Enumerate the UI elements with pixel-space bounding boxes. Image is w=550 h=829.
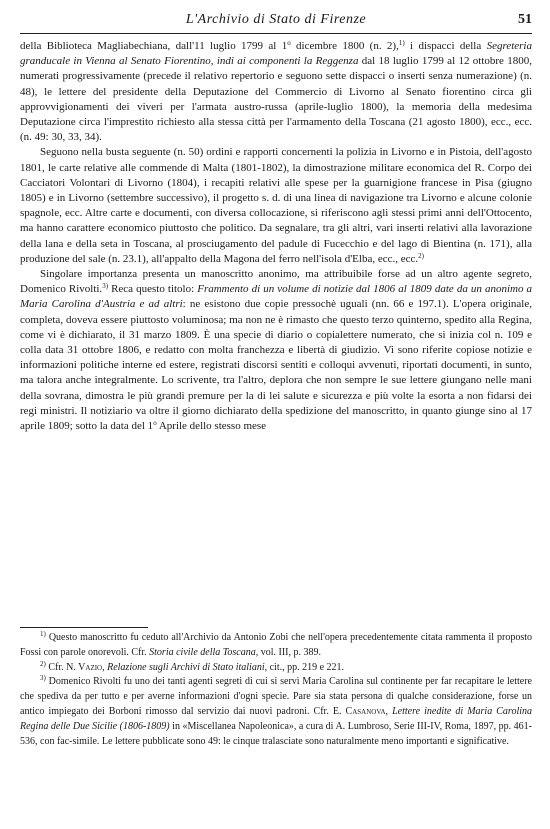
ordinal-sup: o xyxy=(153,419,157,428)
text-run: Cfr. xyxy=(45,661,67,673)
footnote-rule xyxy=(20,627,148,628)
text-run: dal 18 luglio 1799 al 12 ottobre 1800, numerati progressivamente (precede il relativo repertorio e seguono sette dispacci o inserti senza numerazione) (n. 48), le lettere del presidente della Deputazione del Commercio di Livorno al Senato fiorentino circa gli approvvigionamenti dei viveri per l'armata austro-russa (aprile-luglio 1800), la memoria della medesima Deputazione circa l'imprestito richiesto alla stessa città per l'armamento della Toscana (21 agosto 1800), ecc., ecc. (n. 49: 30, 33, 34). xyxy=(20,55,533,144)
text-run: in «Miscellanea Napoleonica», a cura di A. Lumbroso, Serie III-IV, Roma, 1897, pp. 461-536, con fac-simile. Le lettere pubblicate sono 49: le cinque tralasciate sono naturalmente meno importanti e significative. xyxy=(20,720,532,747)
text-run: Questo manoscritto fu ceduto all'Archivio da Antonio Zobi che nell'opera precedentemente citata rammenta il proposto Fossi con parole onorevoli. Cfr. xyxy=(20,632,532,658)
footnotes xyxy=(20,631,532,749)
italic-title: Lettere inedite di Maria Carolina Regina delle Due Sicilie (1806-1809) xyxy=(20,705,532,732)
text-run: Seguono nella busta seguente (n. 50) ordini e rapporti concernenti la polizia in Livorno e in Pistoia, dell'agosto 1801, le carte relative alle commende di Malta (1801-1802), la dimostrazione militare economica del R. Corpo dei Cacciatori Volontari di Livorno (1804), i recapiti relativi alle spese per la guarnigione francese in Pisa (giugno 1805) e in Livorno (settembre successivo), il progetto s. d. di una linea di navigazione tra Livorno e alcune colonie spagnole, ecc. Altre carte e documenti, con diversa collocazione, si riferiscono agli stessi primi anni dell'Ottocento, ma hanno carattere economico piuttosto che politico. Da segnalare, tra gli altri, vari inserti relativi alla lavorazione della lana e della seta in Toscana, al prosciugamento del padule di Fucecchio e del lago di Bientina (n. 171), alla produzione del sale (n. 23.1), all'appalto della Magona del ferro nell'isola d'Elba, ecc., ecc. xyxy=(20,146,532,265)
page-number: 51 xyxy=(518,12,532,27)
paragraph-3 xyxy=(20,267,532,434)
page-header xyxy=(20,12,532,32)
paragraph-2 xyxy=(20,145,532,267)
text-run: Singolare importanza presenta un manoscritto anonimo, ma attribuibile forse ad un altro agente segreto, Domenico Rivolti. xyxy=(20,268,532,296)
footnote-marker: 2) xyxy=(40,659,46,668)
text-run: i dispacci della xyxy=(404,40,487,52)
text-run: , vol. III, p. 389. xyxy=(255,646,322,658)
text-run: , cit., pp. 219 e 221. xyxy=(264,661,345,673)
text-run: Domenico Rivolti fu uno dei tanti agenti segreti di cui si servì Maria Carolina sul continente per far recapitare le lettere che spediva da per tutto e per averne informazioni d'ogni specie. Pare sia stata persona di qualche considerazione, forse un antico impiegato dei Borboni rimosso dal servizio dai nuovi padroni. Cfr. xyxy=(20,676,532,717)
text-run: della Biblioteca Magliabechiana, dall'11 luglio 1799 al 1 xyxy=(20,40,288,52)
body-text xyxy=(20,39,532,434)
text-run: , xyxy=(102,661,108,673)
author-name: N. Vazio xyxy=(66,661,103,673)
italic-title: Relazione sugli Archivi di Stato italiani xyxy=(107,661,265,673)
text-run: dicembre 1800 (n. 2), xyxy=(290,40,399,52)
running-title: L'Archivio di Stato di Firenze xyxy=(185,12,367,27)
footnote-3 xyxy=(20,675,532,749)
text-run: Aprile dello stesso mese xyxy=(156,420,267,433)
footnote-ref-3: 3) xyxy=(102,282,109,291)
text-run: : ne esistono due copie pressochè uguali (nn. 66 e 197.1). L'opera originale, completa, doveva essere piuttosto voluminosa; ma non ne è rimasto che questo terzo quinterno, spedito alla Regina, come vi è dichiarato, il 31 marzo 1809. È una specie di diario o copialettere numerato, che si inizia col n. 109 e colla data 31 ottobre 1806, e redatto con molta franchezza e libertà di giudizio. Vi sono riferite copiose notizie e informazioni politiche interne ed estere, registrati discorsi sentiti e colloqui avvenuti, riportati documenti, in sunto, ma talora anche integralmente. Lo scrivente, tra l'altro, deplora che non sempre le sue lettere giungano nelle mani della sovrana, dimostra le più grandi premure per la di lei salute e sicurezza e più volte la esorta a non fidarsi dei regi ministri. Il notiziario va oltre il giorno dichiarato della spedizione del manoscritto, in quanto giunge sino al 17 aprile 1809; sotto la data del 1 xyxy=(20,298,533,433)
italic-title: Frammento di un volume di notizie dal 1806 al 1809 date da un anonimo a Maria Carolina d'Austria e ad altri xyxy=(20,283,532,311)
footnote-2 xyxy=(20,661,532,676)
ordinal-sup: o xyxy=(287,39,291,47)
footnote-ref-2: 2) xyxy=(418,251,424,260)
italic-title: Storia civile della Toscana xyxy=(149,646,256,658)
text-run: , xyxy=(385,705,393,717)
footnote-marker: 3) xyxy=(40,674,46,683)
footnote-1 xyxy=(20,631,532,661)
footnote-marker: 1) xyxy=(40,630,46,638)
author-name: E. Casanova xyxy=(332,705,386,717)
footnote-ref-1: 1) xyxy=(398,39,405,47)
text-run: Reca questo titolo: xyxy=(108,283,198,296)
header-rule xyxy=(20,33,532,34)
paragraph-1 xyxy=(20,39,532,145)
italic-title: Segreteria granducale in Vienna al Senato Fiorentino, indi ai componenti la Reggenza xyxy=(20,40,532,68)
